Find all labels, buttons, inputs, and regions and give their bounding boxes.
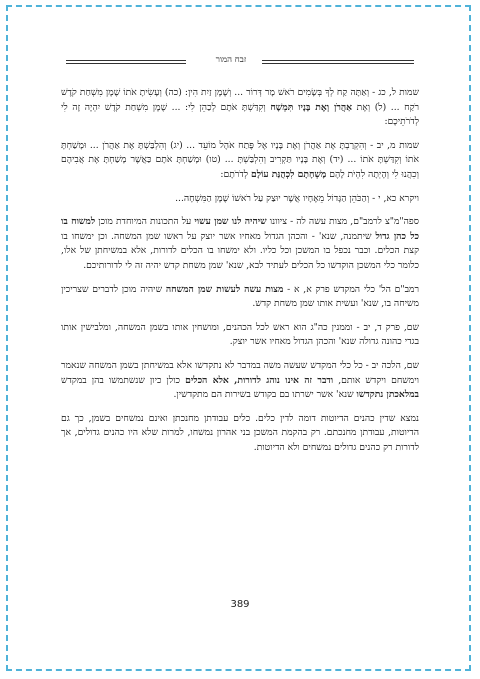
text-segment: נמצא שדין כהנים הדיוטות דומה לדין כלים. כלים עבודתן מחנכתן ואינם נמשחים בשמן, כך גם הדיוטות, עבודתן מחנכתם. רק בהקמת המשכן בני אהרון נמשחו, למרות שלא היו כהנים גדולים, אך לדורות רק כהנים גדולים נמשחים ולא הדיוטות. <box>61 412 419 453</box>
bold-segment: למשוח בו כל כהן גדול <box>61 216 419 242</box>
bold-segment: שיהיה לנו שמן עשוי <box>194 216 267 228</box>
header-rule-left <box>66 60 186 64</box>
page-header <box>66 54 414 68</box>
header-rule-right <box>262 60 414 64</box>
text-segment: שיתמנה, שנא' - והכהן הגדול מאחיו אשר יוצק על ראשו שמן המשחה. וכן ימשחו בו קצת הכלים. וכבר נכפל בו המשכן וכל כליו. ולא ימשחו בו הכלים לדורות, אלא במשיחתן של אלו, כלומר כלי המשכן הוקדשו כל הכלים לעתיד לבא, שנא' שמן משחת קדש יהיה זה לי לדורותיכם. <box>61 230 419 271</box>
paragraph <box>61 192 419 207</box>
text-segment: וְקִדַּשְׁתָּ אֹתָם לְכַהֵן לִי: ... שֶׁמֶן מִשְׁחַת קֹדֶשׁ יִהְיֶה זֶה לִי לְדֹרֹתֵיכֶם: <box>61 101 419 128</box>
paragraph <box>61 215 419 273</box>
paragraph <box>61 86 419 130</box>
paragraph <box>61 359 419 403</box>
text-segment: שנא' אשר ישרתו בם בקודש בשירות הם מתקדשין. <box>173 389 357 401</box>
text-segment: שיהיה מוכן לדברים שצריכין משיחה בו, שנא' ועשית אותו שמן משחת קדש. <box>61 283 419 310</box>
text-segment: כולן כיון שנשתמשו בהן במקדש <box>61 374 186 386</box>
text-segment: שם, הלכה יב - כל כלי המקדש שעשה משה במדבר לא נתקדשו אלא במשיחתן בשמן המשחה שנאמר וימשחם ויקדש אותם, <box>61 359 419 386</box>
body-text <box>61 86 419 464</box>
header-title: זבח המור <box>215 55 247 65</box>
bold-segment: אַהֲרֹן וְאֶת בָּנָיו תִּמְשָׁח <box>270 101 353 113</box>
text-segment: ויקרא כא, י - וְהַכֹּהֵן הַגָּדוֹל מֵאֶחָיו אֲשֶׁר יוּצַק עַל רֹאשׁוֹ שֶׁמֶן הַמִּשְׁחָה... <box>175 192 419 204</box>
text-segment: שמות מ, יב - וְהִקְרַבְתָּ אֶת אַהֲרֹן וְאֶת בָּנָיו אֶל פֶּתַח אֹהֶל מוֹעֵד ... (יג) וְהִלְבַּשְׁתָּ אֶת אַהֲרֹן ... וּמָשַׁחְתָּ אֹתוֹ וְקִדַּשְׁתָּ אֹתוֹ ... (יד) וְאֶת בָּנָיו תַּקְרִיב וְהִלְבַּשְׁתָּ ... (טו) וּמָשַׁחְתָּ אֹתָם כַּאֲשֶׁר מָשַׁחְתָּ אֶת אֲבִיהֶם וְכִהֲנוּ לִי וְהָיְתָה לִהְיֹת לָהֶם <box>61 139 419 180</box>
paragraph <box>61 283 419 312</box>
paragraph <box>61 139 419 183</box>
text-segment: שם, פרק ד, יב - וממנין כה"ג הוא ראש לכל הכהנים, ומושחין אותו בשמן המשחה, ומלבישין אותו בגדי כהונה גדולה שנא' והכהן הגדול מאחיו אשר יוצק. <box>61 321 419 348</box>
text-segment: שמות ל, כג - וְאַתָּה קַח לְךָ בְּשָׂמִים רֹאשׁ מָר דְּרוֹר ... וְשֶׁמֶן זַיִת הִין: (כה) וְעָשִׂיתָ אֹתוֹ שֶׁמֶן מִשְׁחַת קֹדֶשׁ רֹקַח ... (ל) וְאֶת <box>61 87 420 113</box>
paragraph <box>61 412 419 456</box>
page-number: 389 <box>230 599 250 610</box>
bold-segment: במלאכתן נתקדשו <box>356 389 419 401</box>
bold-segment: ודבר זה אינו נוהג לדורות, אלא הכלים <box>185 374 334 386</box>
bold-segment: מָשְׁחָתָם לִכְהֻנַּת עוֹלָם <box>251 168 327 180</box>
text-segment: על התכונות המיוחדת מוכן <box>95 216 195 228</box>
text-segment: לְדֹרֹתָם: <box>220 168 251 180</box>
paragraph <box>61 321 419 350</box>
text-segment: רמב"ם הל' כלי המקדש פרק א, א - <box>283 283 419 295</box>
text-segment: ספה"מ"צ לרמב"ם, מצות עשה לה - ציוונו <box>266 216 419 228</box>
bold-segment: מצות עשה לעשות שמן המשחה <box>165 283 284 295</box>
